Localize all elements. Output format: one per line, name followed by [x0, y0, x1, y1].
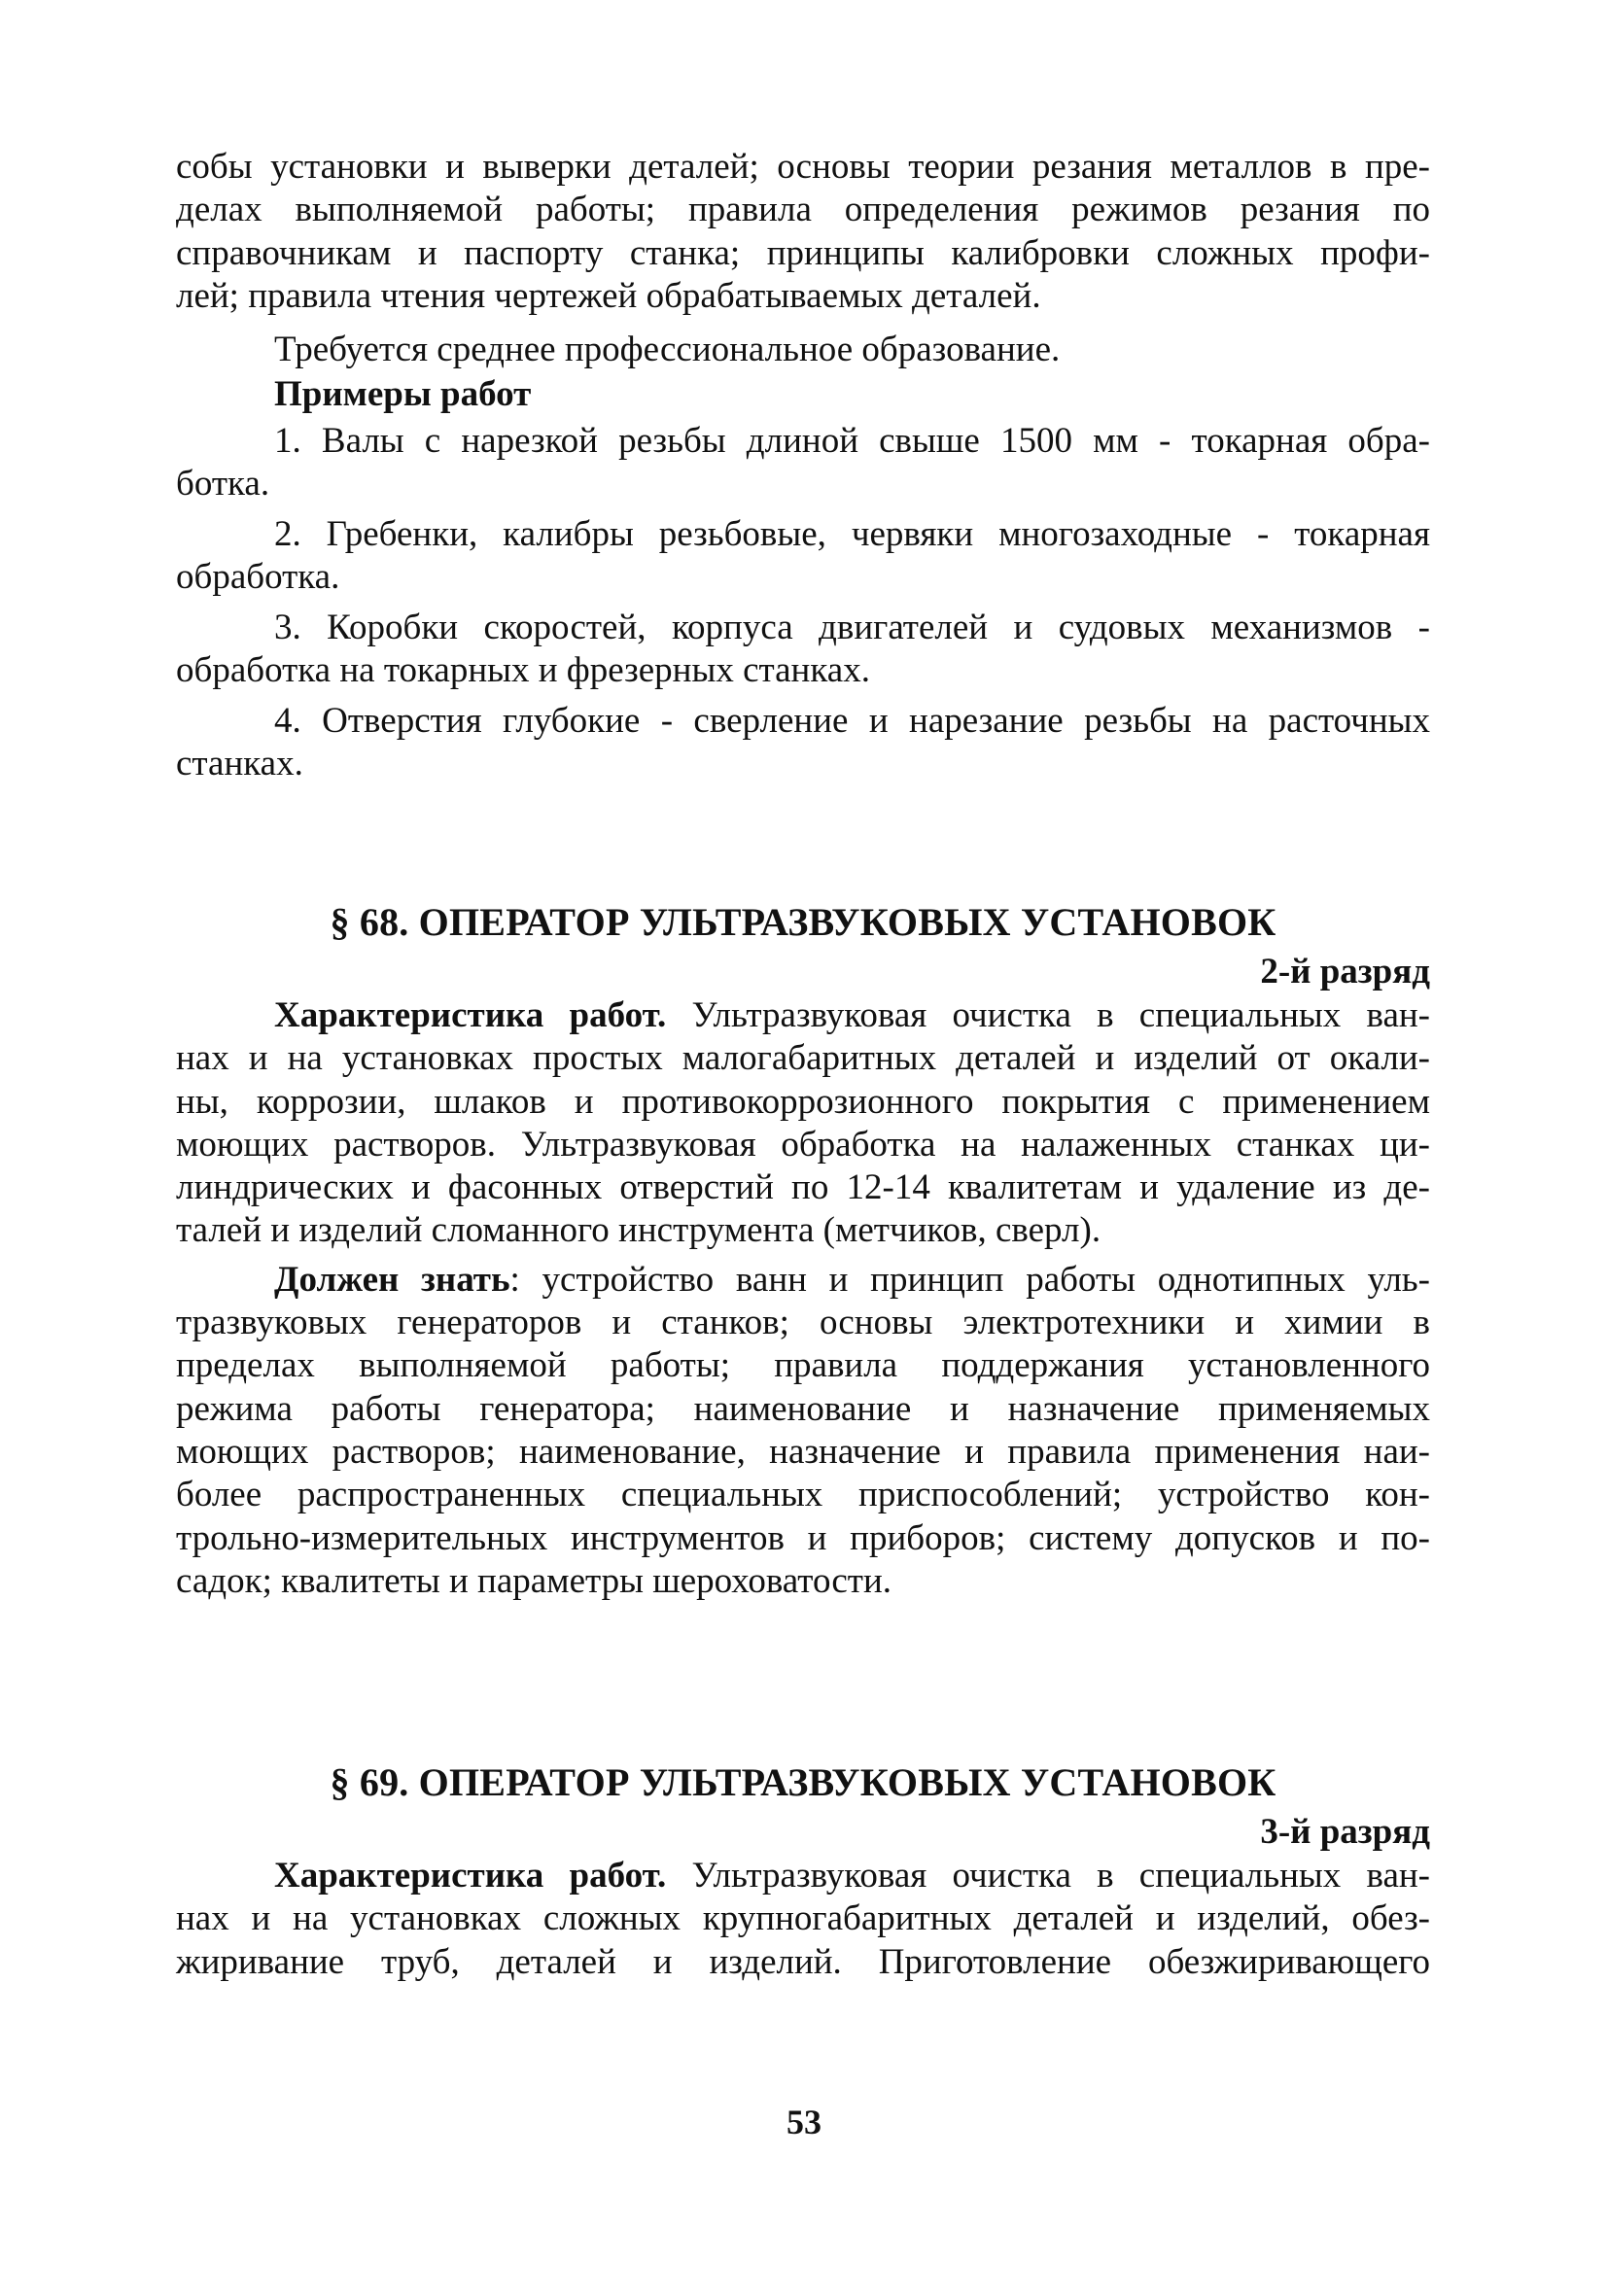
example-line: 1. Валы с нарезкой резьбы длиной свыше 1500 мм - токарная обра-: [274, 421, 1430, 461]
characteristics-term: Характеристика работ.: [274, 1856, 667, 1896]
examples-heading: [176, 373, 1430, 416]
text-line: трольно-измерительных инструментов и приборов; систему допусков и по-: [176, 1517, 1430, 1558]
text-line: жиривание труб, деталей и изделий. Приготовление обезжиривающего: [176, 1941, 1430, 1982]
example-line: обработка на токарных и фрезерных станках.: [176, 650, 870, 691]
example-line: 4. Отверстия глубокие - сверление и нарезание резьбы на расточных: [274, 701, 1430, 741]
text-line: режима работы генератора; наименование и назначение применяемых: [176, 1388, 1430, 1429]
section-title: § 69. ОПЕРАТОР УЛЬТРАЗВУКОВЫХ УСТАНОВОК: [330, 1760, 1276, 1804]
text-line: [176, 1855, 1430, 1897]
top-paragraph: [176, 146, 1430, 318]
example-item: [176, 420, 1430, 513]
text-line: собы установки и выверки деталей; основы теории резания металлов в пре-: [176, 147, 1430, 187]
examples-list: [176, 420, 1430, 793]
text-line: моющих растворов; наименование, назначение и правила применения наи-: [176, 1431, 1430, 1472]
examples-heading-text: Примеры работ: [274, 374, 532, 414]
page-number: 53: [787, 2103, 821, 2141]
text-line: делах выполняемой работы; правила определения режимов резания по: [176, 190, 1430, 230]
text-line: ны, коррозии, шлаков и противокоррозионного покрытия с применением: [176, 1081, 1430, 1122]
section-68: [176, 899, 1430, 1603]
example-line: станках.: [176, 744, 303, 784]
education-text: Требуется среднее профессиональное образование.: [274, 330, 1061, 369]
section-title: § 68. ОПЕРАТОР УЛЬТРАЗВУКОВЫХ УСТАНОВОК: [330, 900, 1276, 944]
must-know: [176, 1259, 1430, 1603]
work-characteristics: [176, 1855, 1430, 1984]
work-characteristics: [176, 994, 1430, 1253]
text-fragment: Ультразвуковая очистка в специальных ван-: [666, 995, 1431, 1035]
text-line: нах и на установках сложных крупногабаритных деталей и изделий, обез-: [176, 1898, 1430, 1939]
example-line: 3. Коробки скоростей, корпуса двигателей и судовых механизмов -: [274, 608, 1430, 647]
text-line: справочникам и паспорту станка; принципы калибровки сложных профи-: [176, 232, 1430, 273]
text-line: лей; правила чтения чертежей обрабатываемых деталей.: [176, 275, 1041, 316]
example-item: [176, 607, 1430, 700]
text-line: линдрических и фасонных отверстий по 12-14 квалитетам и удаление из де-: [176, 1167, 1430, 1208]
rank-label: 3-й разряд: [1260, 1812, 1430, 1852]
text-line: [176, 1259, 1430, 1302]
characteristics-term: Характеристика работ.: [274, 995, 667, 1035]
text-line: пределах выполняемой работы; правила поддержания установленного: [176, 1345, 1430, 1386]
example-item: [176, 513, 1430, 607]
education-requirement: [176, 329, 1430, 371]
text-line: [176, 994, 1430, 1037]
text-line: садок; квалитеты и параметры шероховатости.: [176, 1560, 892, 1601]
text-fragment: Ультразвуковая очистка в специальных ван-: [666, 1856, 1431, 1896]
example-line: 2. Гребенки, калибры резьбовые, червяки многозаходные - токарная: [274, 514, 1430, 554]
text-line: тразвуковых генераторов и станков; основы электротехники и химии в: [176, 1303, 1430, 1343]
rank-label: 2-й разряд: [1260, 952, 1430, 991]
example-line: ботка.: [176, 464, 270, 504]
section-69: [176, 1759, 1430, 1984]
text-line: нах и на установках простых малогабаритных деталей и изделий от окали-: [176, 1038, 1430, 1079]
text-fragment: : устройство ванн и принцип работы однотипных уль-: [509, 1259, 1430, 1300]
example-line: обработка.: [176, 557, 340, 598]
must-know-term: Должен знать: [274, 1259, 510, 1300]
text-line: моющих растворов. Ультразвуковая обработка на налаженных станках ци-: [176, 1124, 1430, 1165]
example-item: [176, 700, 1430, 793]
text-line: более распространенных специальных приспособлений; устройство кон-: [176, 1475, 1430, 1515]
text-line: талей и изделий сломанного инструмента (метчиков, сверл).: [176, 1210, 1101, 1251]
